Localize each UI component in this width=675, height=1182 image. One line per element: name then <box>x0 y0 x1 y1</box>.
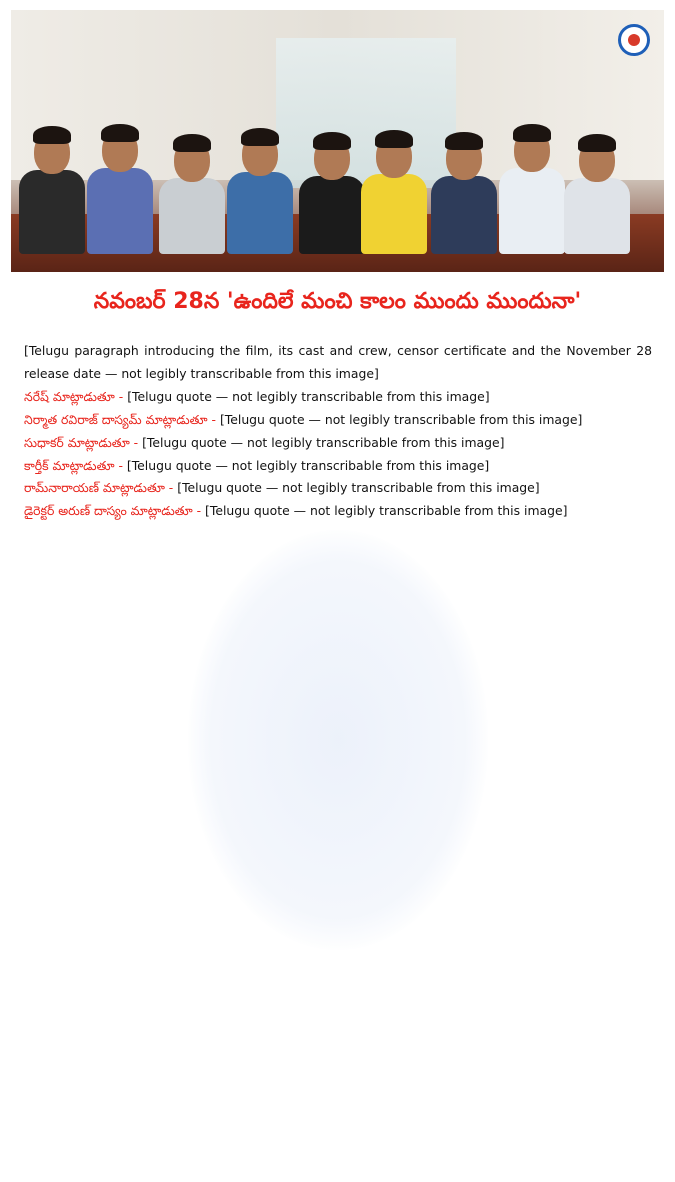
person-figure <box>499 128 565 254</box>
quote-speaker: కార్తీక్ మాట్లాడుతూ - <box>24 457 123 473</box>
person-shirt <box>499 168 565 254</box>
person-shirt <box>564 178 630 254</box>
person-shirt <box>227 172 293 254</box>
person-figure <box>431 136 497 254</box>
quote-speaker: నరేష్ మాట్లాడుతూ - <box>24 388 124 404</box>
article-intro: [Telugu paragraph introducing the film, its cast and crew, censor certificate and the November 28 release date — not legibly transcribable from this image] <box>24 343 652 381</box>
person-shirt <box>87 168 153 254</box>
quote-speaker: రామ్‌నారాయణ్ మాట్లాడుతూ - <box>24 480 174 496</box>
quote-paragraph <box>24 386 652 409</box>
person-figure <box>227 132 293 254</box>
person-figure <box>87 128 153 254</box>
person-figure <box>361 134 427 254</box>
person-hair <box>241 128 279 146</box>
person-figure <box>564 138 630 254</box>
quote-paragraph <box>24 409 652 432</box>
article-body <box>24 340 652 523</box>
person-figure <box>299 136 365 254</box>
article-headline: నవంబర్ 28న 'ఉందిలే మంచి కాలం ముందు ముందునా' <box>93 289 582 314</box>
person-hair <box>33 126 71 144</box>
quote-paragraph <box>24 477 652 500</box>
watermark-logo <box>188 530 488 950</box>
person-hair <box>101 124 139 142</box>
quote-speaker: డైరెక్టర్ అరుణ్ దాస్యం మాట్లాడుతూ - <box>24 503 202 519</box>
quote-paragraph <box>24 500 652 523</box>
person-hair <box>578 134 616 152</box>
person-hair <box>313 132 351 150</box>
person-shirt <box>299 176 365 254</box>
person-shirt <box>19 170 85 254</box>
person-shirt <box>361 174 427 254</box>
quote-text: [Telugu quote — not legibly transcribable from this image] <box>126 457 490 473</box>
quote-paragraph <box>24 455 652 478</box>
press-meet-photo <box>11 10 664 272</box>
person-hair <box>173 134 211 152</box>
person-hair <box>513 124 551 142</box>
person-figure <box>159 138 225 254</box>
quote-text: [Telugu quote — not legibly transcribable from this image] <box>142 434 505 450</box>
quote-speaker: నిర్మాత రవిరాజ్ దాస్యమ్ మాట్లాడుతూ - <box>24 411 216 427</box>
person-figure <box>19 130 85 254</box>
quote-text: [Telugu quote — not legibly transcribable from this image] <box>205 503 568 519</box>
quote-text: [Telugu quote — not legibly transcribable from this image] <box>219 411 583 427</box>
site-logo-icon <box>618 24 650 56</box>
person-shirt <box>431 176 497 254</box>
quote-text: [Telugu quote — not legibly transcribable from this image] <box>177 480 540 496</box>
person-shirt <box>159 178 225 254</box>
person-hair <box>375 130 413 148</box>
quote-text: [Telugu quote — not legibly transcribable from this image] <box>127 388 490 404</box>
person-hair <box>445 132 483 150</box>
quote-paragraph <box>24 432 652 455</box>
quote-speaker: సుధాకర్ మాట్లాడుతూ - <box>24 434 139 450</box>
